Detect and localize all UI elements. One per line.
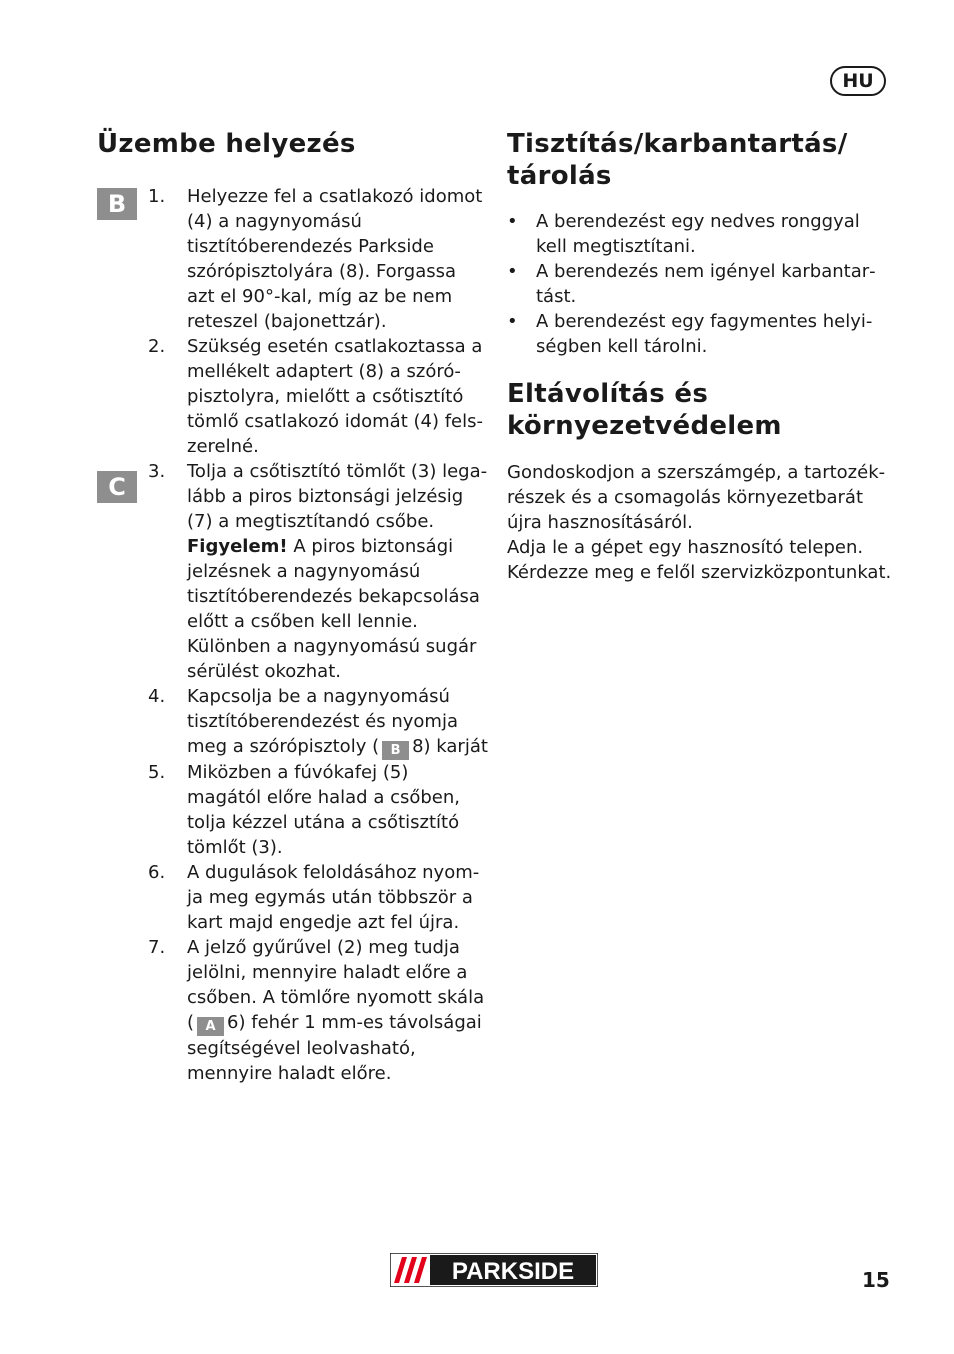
list-item xyxy=(148,459,488,684)
list-item xyxy=(148,184,488,334)
maintenance-bullets xyxy=(507,209,887,359)
page-number: 15 xyxy=(862,1268,890,1292)
list-item xyxy=(148,760,488,860)
list-item xyxy=(148,334,488,459)
step-text: 6) fehér 1 mm-es távolságai segítségével leolvasható, mennyire haladt előre. xyxy=(187,1012,482,1084)
svg-text:PARKSIDE: PARKSIDE xyxy=(451,1258,575,1285)
warning-label: Figyelem! xyxy=(187,536,288,557)
bullet-text: A berendezést egy nedves ronggyal kell megtisztítani. xyxy=(536,211,860,257)
step-number: 4. xyxy=(148,686,166,707)
section-heading-disposal: Eltávolítás és környezetvédelem xyxy=(507,379,782,441)
list-item xyxy=(148,684,488,760)
section-heading-commissioning: Üzembe helyezés xyxy=(97,129,356,159)
step-content xyxy=(187,459,488,684)
step-text: A jelző gyűrűvel (2) meg tudja jelölni, mennyire haladt előre a csőben. A tömlőre nyomott skála ( xyxy=(187,937,485,1033)
step-number: 5. xyxy=(148,762,166,783)
step-number: 7. xyxy=(148,937,166,958)
section-heading-cleaning: Tisztítás/karbantartás/ tárolás xyxy=(507,129,848,191)
bullet-text: A berendezést egy fagymentes helyiségben kell tárolni. xyxy=(536,311,873,357)
list-item xyxy=(507,309,887,359)
step-number: 6. xyxy=(148,862,166,883)
step-text: Helyezze fel a csatlakozó idomot (4) a nagynyomású tisztítóberendezés Parkside szórópisztolyára (8). Forgassa azt el 90°-kal, míg az be nem reteszel (bajonettzár). xyxy=(187,186,483,332)
list-item xyxy=(507,259,887,309)
figure-tag-b: B xyxy=(97,188,137,220)
step-text: Tolja a csőtisztító tömlőt (3) legalább a piros biztonsági jelzésig (7) a megtisztítandó csőbe. xyxy=(187,461,488,532)
figure-ref-tag: B xyxy=(382,741,409,760)
disposal-paragraph: Adja le a gépet egy hasznosító telepen. Kérdezze meg e felől szervizközpontunkat. xyxy=(507,537,892,583)
parkside-logo xyxy=(390,1253,598,1287)
step-text: Miközben a fúvókafej (5) magától előre halad a csőben, tolja kézzel utána a csőtisztító tömlőt (3). xyxy=(187,762,460,858)
bullet-icon: • xyxy=(507,311,518,332)
warning-text: A piros biztonsági jelzésnek a nagynyomású tisztítóberendezés bekapcsolása előtt a csőben kell lennie. Különben a nagynyomású sugár sérülést okozhat. xyxy=(187,536,480,682)
step-number: 3. xyxy=(148,461,166,482)
step-text: A dugulások feloldásához nyomja meg egymás után többször a kart majd engedje azt fel újra. xyxy=(187,862,480,933)
list-item xyxy=(148,935,488,1086)
setup-steps-list xyxy=(148,184,488,1086)
step-number: 2. xyxy=(148,336,166,357)
step-text: Szükség esetén csatlakoztassa a mellékelt adaptert (8) a szórópisztolyra, mielőtt a csőtisztító tömlő csatlakozó idomát (4) felszerelné. xyxy=(187,336,484,457)
figure-tag-c: C xyxy=(97,471,137,503)
step-text: Kapcsolja be a nagynyomású tisztítóberendezést és nyomja meg a szórópisztoly ( xyxy=(187,686,458,757)
disposal-text xyxy=(507,460,892,585)
language-badge: HU xyxy=(830,66,886,96)
list-item xyxy=(148,860,488,935)
bullet-icon: • xyxy=(507,211,518,232)
bullet-text: A berendezés nem igényel karbantartást. xyxy=(536,261,876,307)
figure-ref-tag: A xyxy=(197,1017,224,1036)
list-item xyxy=(507,209,887,259)
step-number: 1. xyxy=(148,186,166,207)
bullet-icon: • xyxy=(507,261,518,282)
disposal-paragraph: Gondoskodjon a szerszámgép, a tartozékrészek és a csomagolás környezetbarát újra hasznosításáról. xyxy=(507,462,886,533)
step-content xyxy=(187,684,488,760)
step-text: 8) karját xyxy=(412,736,488,757)
step-content xyxy=(187,935,488,1086)
